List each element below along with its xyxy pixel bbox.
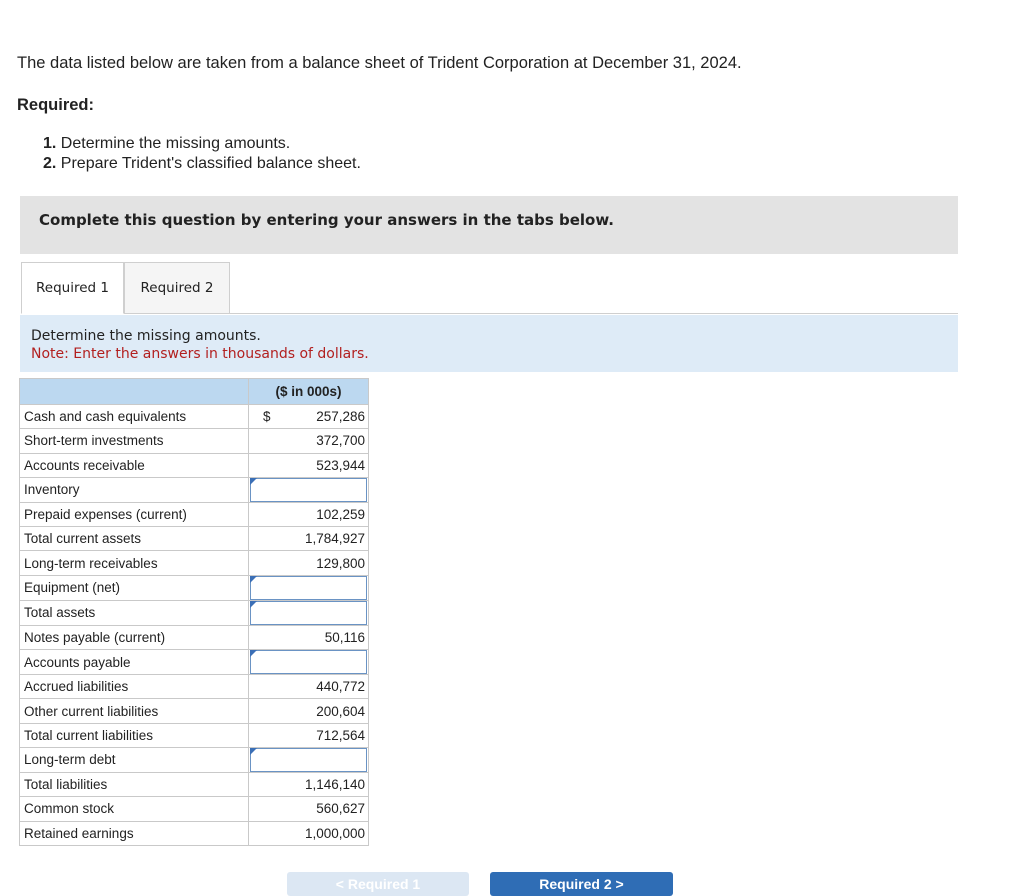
instruction-text: Determine the missing amounts.: [31, 328, 261, 344]
table-row: [20, 650, 369, 675]
amount-value: 523,944: [274, 453, 369, 477]
amount-input-cell: [249, 600, 369, 625]
table-row: [20, 502, 369, 526]
currency-symbol: $: [249, 405, 274, 429]
table-row: [20, 625, 369, 649]
table-row: [20, 821, 369, 845]
next-tab-label: Required 2: [539, 876, 612, 892]
amount-value: 372,700: [274, 429, 369, 453]
requirement-number: 2.: [43, 154, 57, 172]
requirement-text: Determine the missing amounts.: [60, 135, 291, 152]
amount-value: 50,116: [274, 625, 369, 649]
requirement-item: [43, 134, 361, 154]
amount-input-cell: [249, 650, 369, 675]
previous-tab-button[interactable]: < Required 1: [287, 872, 469, 896]
table-row: [20, 675, 369, 699]
row-label: Long-term debt: [20, 747, 249, 772]
row-label: Common stock: [20, 797, 249, 821]
required-heading: Required:: [17, 96, 95, 114]
currency-symbol: [249, 675, 274, 699]
currency-symbol: [249, 723, 274, 747]
amount-value: 200,604: [274, 699, 369, 723]
row-label: Equipment (net): [20, 575, 249, 600]
row-label: Total current liabilities: [20, 723, 249, 747]
currency-symbol: [249, 699, 274, 723]
row-label: Total assets: [20, 600, 249, 625]
table-row: [20, 699, 369, 723]
row-label: Accounts payable: [20, 650, 249, 675]
table-row: [20, 723, 369, 747]
next-tab-button[interactable]: Required 2 >: [490, 872, 673, 896]
currency-symbol: [249, 772, 274, 796]
amount-input[interactable]: [250, 576, 367, 600]
amount-input-cell: [249, 477, 369, 502]
instruction-note: Note: Enter the answers in thousands of dollars.: [31, 346, 369, 362]
previous-tab-label: Required 1: [347, 876, 421, 892]
currency-symbol: [249, 551, 274, 575]
currency-symbol: [249, 625, 274, 649]
amount-input[interactable]: [250, 601, 367, 625]
amount-input-cell: [249, 747, 369, 772]
amount-value: 1,000,000: [274, 821, 369, 845]
table-row: [20, 575, 369, 600]
row-label: Accounts receivable: [20, 453, 249, 477]
requirement-item: [43, 154, 361, 174]
table-row: [20, 797, 369, 821]
table-row: [20, 747, 369, 772]
amount-value: 102,259: [274, 502, 369, 526]
row-label: Cash and cash equivalents: [20, 405, 249, 429]
requirement-text: Prepare Trident's classified balance sheet.: [60, 154, 361, 172]
amount-input[interactable]: [250, 748, 367, 772]
table-row: [20, 772, 369, 796]
row-label: Other current liabilities: [20, 699, 249, 723]
row-label: Inventory: [20, 477, 249, 502]
amount-value: 1,784,927: [274, 527, 369, 551]
table-row: [20, 405, 369, 429]
instruction-banner: Complete this question by entering your answers in the tabs below.: [20, 196, 958, 254]
table-row: [20, 527, 369, 551]
currency-symbol: [249, 527, 274, 551]
table-row: [20, 551, 369, 575]
amount-value: 1,146,140: [274, 772, 369, 796]
table-row: [20, 600, 369, 625]
table-header-row: [20, 379, 369, 405]
problem-intro: The data listed below are taken from a balance sheet of Trident Corporation at December 31, 2024.: [17, 54, 742, 72]
header-label-cell: [20, 379, 249, 405]
table-row: [20, 453, 369, 477]
row-label: Accrued liabilities: [20, 675, 249, 699]
currency-symbol: [249, 797, 274, 821]
amount-value: 712,564: [274, 723, 369, 747]
currency-symbol: [249, 429, 274, 453]
amount-value: 257,286: [274, 405, 369, 429]
row-label: Prepaid expenses (current): [20, 502, 249, 526]
tab-divider: [124, 313, 958, 314]
row-label: Long-term receivables: [20, 551, 249, 575]
row-label: Total liabilities: [20, 772, 249, 796]
tab-required-2[interactable]: Required 2: [124, 262, 230, 314]
amount-input[interactable]: [250, 650, 367, 674]
currency-symbol: [249, 453, 274, 477]
row-label: Short-term investments: [20, 429, 249, 453]
amount-value: 560,627: [274, 797, 369, 821]
row-label: Total current assets: [20, 527, 249, 551]
tab-required-1[interactable]: Required 1: [21, 262, 124, 314]
tab-instructions: [20, 315, 958, 372]
currency-symbol: [249, 502, 274, 526]
amount-column-header: ($ in 000s): [249, 379, 369, 405]
requirements-list: [43, 134, 361, 173]
amount-input[interactable]: [250, 478, 367, 502]
row-label: Retained earnings: [20, 821, 249, 845]
amount-value: 129,800: [274, 551, 369, 575]
requirement-number: 1.: [43, 135, 57, 152]
balance-sheet-table: [19, 378, 369, 846]
amount-input-cell: [249, 575, 369, 600]
currency-symbol: [249, 821, 274, 845]
amount-value: 440,772: [274, 675, 369, 699]
table-row: [20, 477, 369, 502]
table-row: [20, 429, 369, 453]
row-label: Notes payable (current): [20, 625, 249, 649]
